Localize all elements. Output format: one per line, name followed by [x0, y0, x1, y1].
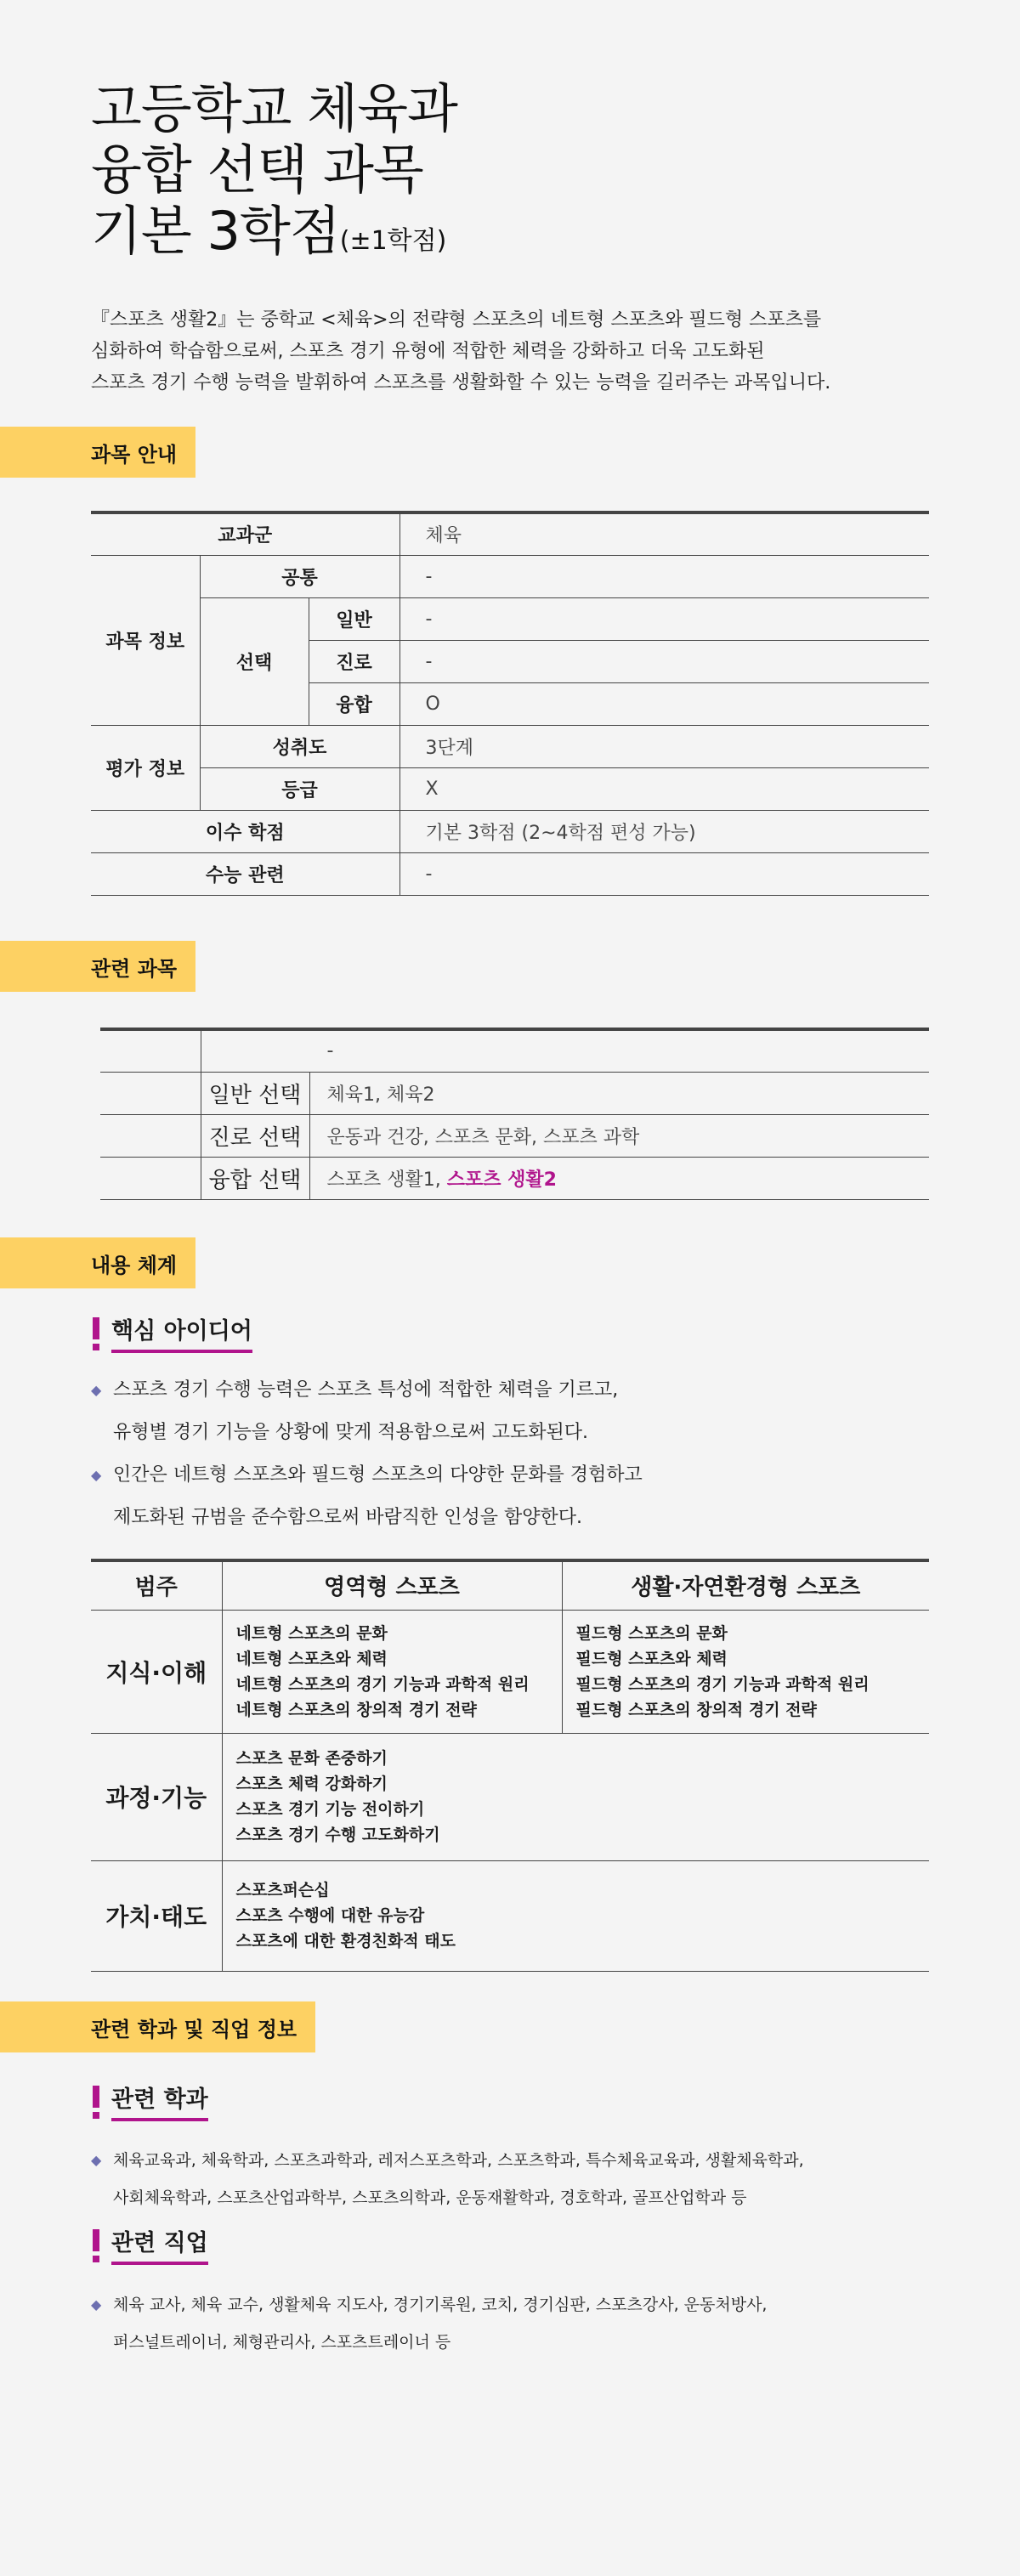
intro-line-3: 스포츠 경기 수행 능력을 발휘하여 스포츠를 생활화할 수 있는 능력을 길러주는 과목입니다.	[91, 372, 831, 393]
header-category: 범주	[91, 1560, 222, 1610]
list-item: 스포츠에 대한 환경친화적 태도	[235, 1932, 456, 1950]
related-jobs-heading	[91, 2228, 208, 2265]
related-dept-title: 관련 학과	[111, 2084, 208, 2121]
page-title	[91, 78, 457, 272]
course-info-table	[91, 511, 929, 896]
list-item: 스포츠 수행에 대한 유능감	[235, 1906, 425, 1925]
elective-label: 선택	[200, 597, 309, 725]
category-values: 가치·태도	[91, 1860, 222, 1971]
core-ideas-title: 핵심 아이디어	[111, 1316, 252, 1353]
general-value: -	[400, 597, 929, 640]
fusion-value: O	[400, 682, 929, 725]
common-label: 공통	[200, 555, 400, 597]
category-knowledge: 지식·이해	[91, 1610, 222, 1733]
intro-line-1: 『스포츠 생활2』는 중학교 <체육>의 전략형 스포츠의 네트형 스포츠와 필드형 스포츠를	[91, 309, 822, 331]
grade-value: X	[400, 767, 929, 810]
list-item: 필드형 스포츠의 경기 기능과 과학적 원리	[575, 1674, 870, 1694]
list-item: 네트형 스포츠의 창의적 경기 전략	[235, 1700, 477, 1719]
intro-text	[91, 304, 941, 399]
content-system-table	[91, 1559, 929, 1972]
related-jobs-list	[91, 2286, 767, 2361]
table-row	[100, 1114, 929, 1157]
core-idea-1-line-1: ◆ 스포츠 경기 수행 능력은 스포츠 특성에 적합한 체력을 기르고,	[113, 1379, 619, 1401]
csat-value: -	[400, 852, 929, 895]
list-item: 필드형 스포츠의 창의적 경기 전략	[575, 1700, 817, 1719]
list-item: 필드형 스포츠의 문화	[575, 1623, 728, 1643]
related-dept-list	[91, 2142, 804, 2216]
general-elective-label: 일반 선택	[201, 1072, 309, 1114]
knowledge-col-1	[222, 1610, 562, 1733]
exclamation-icon	[91, 2229, 101, 2263]
table-row	[100, 1029, 929, 1072]
related-dept-line-1: ◆ 체육교육과, 체육학과, 스포츠과학과, 레저스포츠학과, 스포츠학과, 특수체육교육과, 생활체육학과,	[113, 2151, 804, 2170]
table-row	[91, 597, 929, 640]
list-item	[91, 2142, 804, 2216]
achievement-label: 성취도	[200, 725, 400, 767]
list-item: 스포츠 체력 강화하기	[235, 1775, 388, 1793]
table-row	[91, 852, 929, 895]
subject-group-label: 교과군	[91, 512, 400, 555]
related-courses-table	[100, 1028, 929, 1200]
section-badge-course-info: 과목 안내	[0, 427, 196, 478]
related-jobs-line-2: 퍼스널트레이너, 체형관리사, 스포츠트레이너 등	[113, 2333, 451, 2352]
title-credits-range: (±1학점)	[339, 226, 447, 256]
title-line-3	[91, 201, 457, 272]
credits-label: 이수 학점	[91, 810, 400, 852]
table-row	[91, 810, 929, 852]
grade-label: 등급	[200, 767, 400, 810]
list-item: 스포츠 경기 기능 전이하기	[235, 1800, 425, 1819]
table-row	[91, 555, 929, 597]
fusion-elective-prefix: 스포츠 생활1,	[326, 1169, 447, 1191]
credits-value: 기본 3학점 (2~4학점 편성 가능)	[400, 810, 929, 852]
fusion-label: 융합	[309, 682, 400, 725]
fusion-elective-value	[309, 1157, 929, 1199]
related-jobs-line-1: ◆ 체육 교사, 체육 교수, 생활체육 지도사, 경기기록원, 코치, 경기심판, 스포츠강사, 운동처방사,	[113, 2296, 768, 2314]
core-ideas-heading	[91, 1316, 252, 1353]
subject-group-value: 체육	[400, 512, 929, 555]
title-line-2: 융합 선택 과목	[91, 139, 423, 201]
values-items	[222, 1860, 929, 1971]
table-row	[91, 1860, 929, 1971]
section-badge-content-system: 내용 체계	[0, 1237, 196, 1288]
career-value: -	[400, 640, 929, 682]
current-course-highlight: 스포츠 생활2	[446, 1169, 557, 1191]
core-idea-1-line-2: 유형별 경기 기능을 상황에 맞게 적용함으로써 고도화된다.	[113, 1422, 589, 1443]
career-elective-label: 진로 선택	[201, 1114, 309, 1157]
header-life-nature-sports: 생활·자연환경형 스포츠	[562, 1560, 929, 1610]
list-item	[91, 2286, 767, 2361]
table-row	[91, 725, 929, 767]
process-items	[222, 1733, 929, 1860]
list-item	[91, 1454, 643, 1539]
course-info-label: 과목 정보	[91, 555, 200, 725]
knowledge-col-2	[562, 1610, 929, 1733]
title-credits: 기본 3학점	[91, 200, 340, 262]
table-row	[91, 1610, 929, 1733]
table-row	[100, 1157, 929, 1199]
eval-label: 평가 정보	[91, 725, 200, 810]
list-item: 네트형 스포츠의 경기 기능과 과학적 원리	[235, 1674, 530, 1694]
blank-cell	[100, 1029, 201, 1072]
section-badge-dept-job: 관련 학과 및 직업 정보	[0, 2001, 315, 2052]
list-item: 네트형 스포츠와 체력	[235, 1649, 388, 1668]
list-item: 스포츠퍼슨십	[235, 1881, 330, 1899]
category-process: 과정·기능	[91, 1733, 222, 1860]
blank-cell	[100, 1114, 201, 1157]
list-item: 네트형 스포츠의 문화	[235, 1623, 388, 1643]
table-row	[91, 1733, 929, 1860]
general-label: 일반	[309, 597, 400, 640]
list-item	[91, 1369, 643, 1454]
general-elective-value: 체육1, 체육2	[309, 1072, 929, 1114]
table-row	[100, 1072, 929, 1114]
career-label: 진로	[309, 640, 400, 682]
intro-line-2: 심화하여 학습함으로써, 스포츠 경기 유형에 적합한 체력을 강화하고 더욱 고도화된	[91, 341, 765, 362]
related-dept-line-2: 사회체육학과, 스포츠산업과학부, 스포츠의학과, 운동재활학과, 경호학과, 골프산업학과 등	[113, 2188, 747, 2207]
table-row	[91, 767, 929, 810]
related-dept-heading	[91, 2084, 208, 2121]
career-elective-value: 운동과 건강, 스포츠 문화, 스포츠 과학	[309, 1114, 929, 1157]
title-line-1: 고등학교 체육과	[91, 77, 457, 139]
achievement-value: 3단계	[400, 725, 929, 767]
section-badge-related-courses: 관련 과목	[0, 941, 196, 992]
fusion-elective-label: 융합 선택	[201, 1157, 309, 1199]
header-area-sports: 영역형 스포츠	[222, 1560, 562, 1610]
blank-cell	[100, 1072, 201, 1114]
table-row	[91, 512, 929, 555]
core-ideas-list	[91, 1369, 643, 1539]
common-value: -	[400, 555, 929, 597]
exclamation-icon	[91, 2086, 101, 2120]
exclamation-icon	[91, 1317, 101, 1351]
list-item: 필드형 스포츠와 체력	[575, 1649, 728, 1668]
blank-cell	[100, 1157, 201, 1199]
list-item: 스포츠 경기 수행 고도화하기	[235, 1826, 440, 1844]
core-idea-2-line-2: 제도화된 규범을 준수함으로써 바람직한 인성을 함양한다.	[113, 1507, 583, 1528]
core-idea-2-line-1: ◆ 인간은 네트형 스포츠와 필드형 스포츠의 다양한 문화를 경험하고	[113, 1464, 643, 1486]
related-top-value: -	[201, 1029, 929, 1072]
related-jobs-title: 관련 직업	[111, 2228, 208, 2265]
list-item: 스포츠 문화 존중하기	[235, 1749, 388, 1768]
csat-label: 수능 관련	[91, 852, 400, 895]
table-header-row	[91, 1560, 929, 1610]
